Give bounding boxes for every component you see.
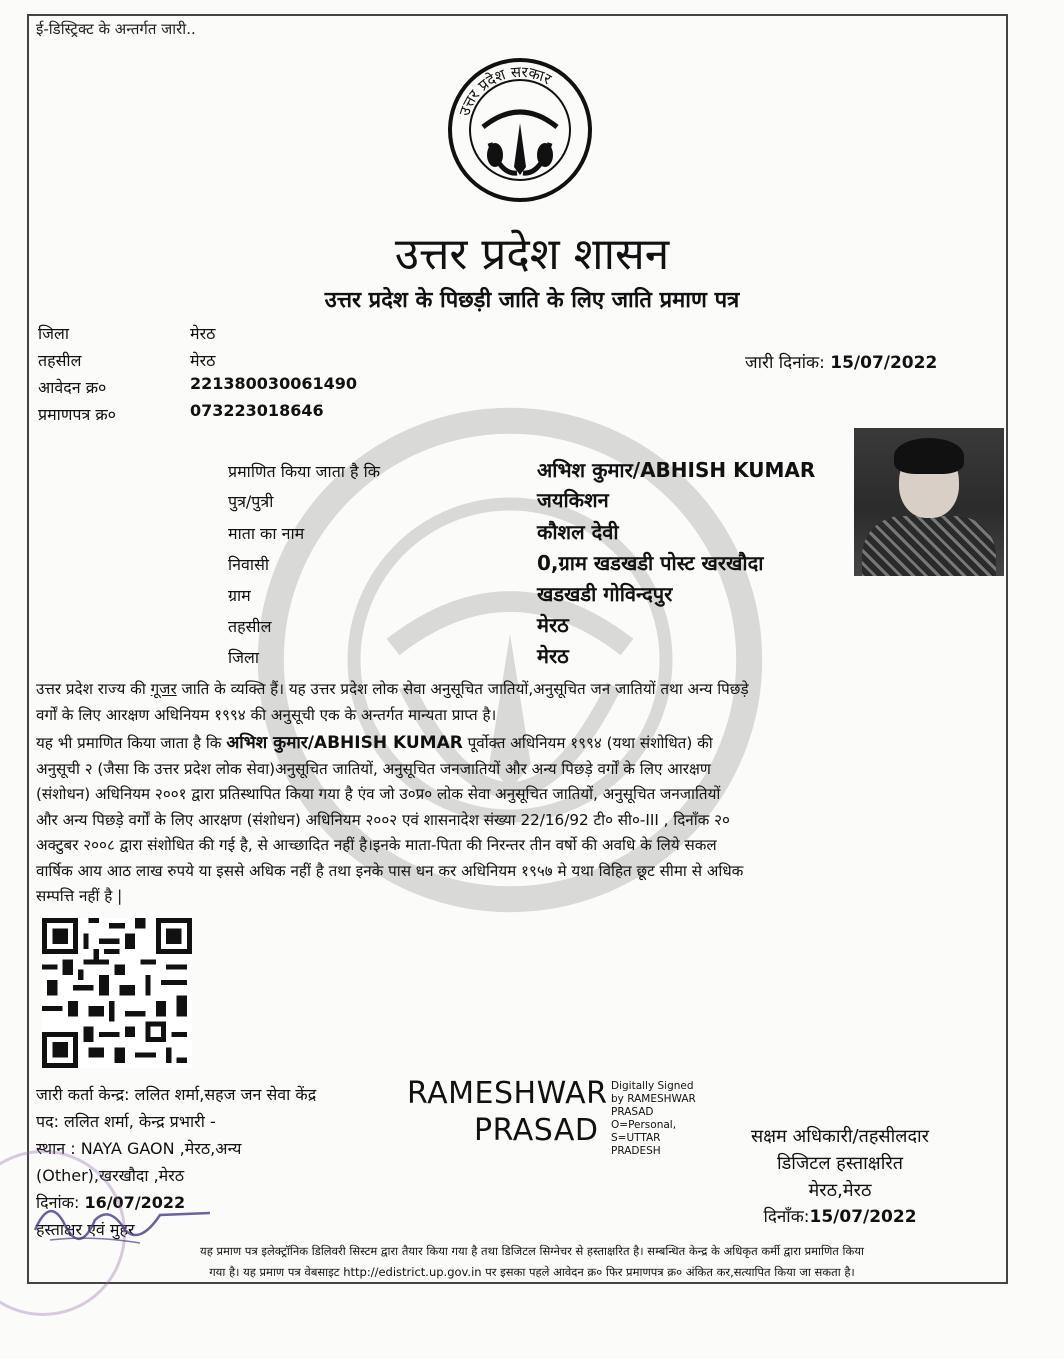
officer-date-label: दिनाँक:	[763, 1207, 810, 1227]
application-label: आवेदन क्र०	[38, 378, 107, 397]
handwritten-signature-icon	[30, 1185, 220, 1255]
issue-date	[745, 350, 937, 373]
officer-date-value: 15/07/2022	[809, 1207, 917, 1227]
paragraph-caste	[36, 677, 981, 728]
district-value: मेरठ	[190, 324, 216, 343]
para2-line1a: यह भी प्रमाणित किया जाता है कि	[36, 734, 227, 752]
para1-line2: वर्गों के लिए आरक्षण अधिनियम १९९४ की अनुसूची एक के अन्तर्गत मान्यता प्राप्त है।	[36, 705, 497, 724]
certificate-number-label: प्रमाणपत्र क्र०	[38, 405, 116, 424]
application-number: 221380030061490	[190, 374, 357, 393]
issue-date-label: जारी दिनांक:	[745, 353, 825, 373]
officer-date	[660, 1204, 1020, 1227]
issuer-place-2: (Other),खरखौदा ,मेरठ	[36, 1166, 185, 1185]
detail-value-resident: 0,ग्राम खडखडी पोस्ट खरखौदा	[537, 551, 764, 575]
issuer-date-label: दिनांक:	[36, 1193, 80, 1212]
detail-label-village: ग्राम	[228, 586, 251, 605]
up-government-emblem-icon	[445, 55, 595, 205]
issuer-place: स्थान : NAYA GAON ,मेरठ,अन्य	[36, 1139, 242, 1158]
detail-label-certified: प्रमाणित किया जाता है कि	[228, 462, 381, 481]
government-title: उत्तर प्रदेश शासन	[394, 229, 670, 280]
para2-line6: वार्षिक आय आठ लाख रुपये या इससे अधिक नहीं है तथा इनके पास धन कर अधिनियम १९५७ मे यथा विहित छूट सीमा से अधिक	[36, 861, 744, 880]
para2-line4: और अन्य पिछड़े वर्गों के लिए आरक्षण (संशोधन) अधिनियम २००२ एवं शासनादेश संख्या 22/16/92 टी० सी०-III , दिनाँक २०	[36, 810, 730, 829]
district-label: जिला	[38, 324, 70, 343]
para2-line1b: पूर्वोक्त अधिनियम १९९४ (यथा संशोधित) की	[462, 734, 713, 752]
svg-text:उत्तर प्रदेश सरकार	[455, 63, 555, 118]
certificate-title: उत्तर प्रदेश के पिछड़ी जाति के लिए जाति प्रमाण पत्र	[324, 288, 740, 313]
tehsil-label: तहसील	[38, 351, 82, 370]
footer-line-1: यह प्रमाण पत्र इलेक्ट्रॉनिक डिलिवरी सिस्टम द्वारा तैयार किया गया है तथा डिजिटल सिग्नेचर से हस्ताक्षरित है। सम्बन्धित केन्द्र के अधिकृत कर्मी द्वारा प्रमाणित किया	[200, 1244, 864, 1258]
officer-signature: डिजिटल हस्ताक्षरित	[777, 1153, 903, 1174]
tehsil-value: मेरठ	[190, 351, 216, 370]
officer-title: सक्षम अधिकारी/तहसीलदार	[750, 1126, 930, 1147]
header-note: ई-डिस्ट्रिक्ट के अन्तर्गत जारी..	[36, 20, 196, 38]
emblem-text: उत्तर प्रदेश सरकार	[455, 62, 555, 119]
detail-label-son-of: पुत्र/पुत्री	[228, 492, 274, 511]
applicant-photo	[854, 428, 1004, 576]
para1-line1a: उत्तर प्रदेश राज्य की	[36, 680, 151, 698]
signer-name-line2: PRASAD	[474, 1113, 599, 1148]
detail-value-district: मेरठ	[537, 644, 569, 668]
detail-value-father: जयकिशन	[537, 488, 609, 512]
detail-value-mother: कौशल देवी	[537, 520, 619, 544]
para2-line3: (संशोधन) अधिनियम २००१ द्वारा प्रतिस्थापित किया गया है एंव जो उ०प्र० लोक सेवा अनुसूचित जातियों, अनुसूचित जनजातियों	[36, 785, 721, 803]
detail-value-village: खडखडी गोविन्दपुर	[537, 582, 673, 606]
detail-label-mother: माता का नाम	[228, 524, 305, 543]
digital-signature-note: Digitally Signed by RAMESHWAR PRASAD O=Personal, S=UTTAR PRADESH	[611, 1080, 696, 1157]
issuer-date-value: 16/07/2022	[84, 1193, 186, 1212]
issuer-centre: जारी कर्ता केन्द्र: ललित शर्मा,सहज जन सेवा केंद्र	[36, 1085, 317, 1104]
para2-name: अभिश कुमार/ABHISH KUMAR	[226, 733, 463, 753]
caste-name: गूजर	[150, 680, 177, 698]
detail-label-tehsil: तहसील	[228, 617, 272, 636]
signer-name-line1: RAMESHWAR	[407, 1076, 608, 1111]
officer-place: मेरठ,मेरठ	[808, 1180, 872, 1201]
detail-value-tehsil: मेरठ	[537, 613, 569, 637]
para1-line1b: जाति के व्यक्ति हैं। यह उत्तर प्रदेश लोक सेवा अनुसूचित जातियों,अनुसूचित जन जातियों तथा अन्य पिछड़े	[176, 680, 749, 698]
certificate-number: 073223018646	[190, 401, 324, 420]
detail-value-name: अभिश कुमार/ABHISH KUMAR	[537, 458, 816, 482]
issuer-seal: हस्ताक्षर एवं मुहर	[36, 1220, 135, 1239]
detail-label-resident: निवासी	[228, 555, 270, 574]
para2-line7: सम्पत्ति नहीं है |	[36, 887, 123, 905]
para2-line5: अक्टुबर २००८ द्वारा संशोधित की गई है, से आच्छादित नहीं है।इनके माता-पिता की निरन्तर तीन वर्षो की अवधि के लिये सकल	[36, 836, 717, 854]
para2-line2: अनुसूची २ (जैसा कि उत्तर प्रदेश लोक सेवा)अनुसूचित जातियों, अनुसूचित जनजातियों और अन्य पिछड़े वर्गों के लिए आरक्षण	[36, 759, 711, 778]
footer-line-2: गया है। यह प्रमाण पत्र वेबसाइट http://edistrict.up.gov.in पर इसका पहले आवेदन क्र० फिर प्रमाणपत्र क्र० अंकित कर,सत्यापित किया जा सकता है।	[209, 1265, 855, 1279]
qr-code-icon[interactable]	[38, 918, 196, 1068]
detail-label-district: जिला	[228, 648, 260, 667]
paragraph-certification	[36, 731, 981, 910]
issuer-post: पद: ललित शर्मा, केन्द्र प्रभारी -	[36, 1112, 216, 1131]
issue-date-value: 15/07/2022	[830, 353, 938, 373]
